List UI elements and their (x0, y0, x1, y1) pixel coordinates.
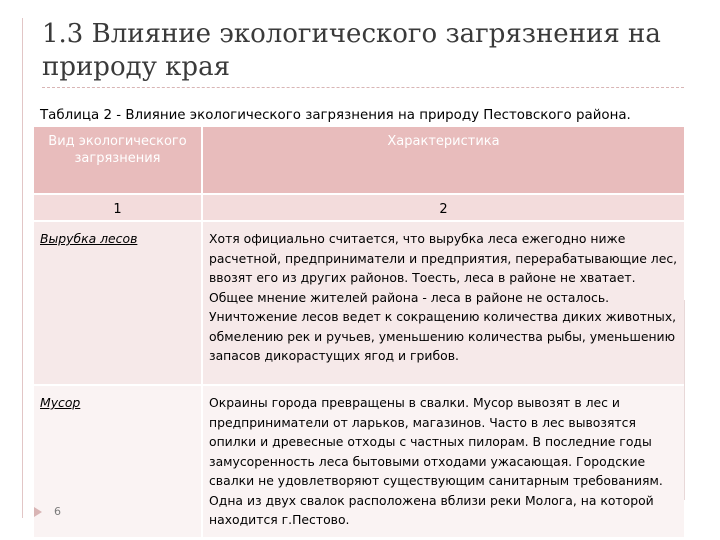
page-number: 6 (54, 505, 61, 518)
title-divider (42, 87, 684, 88)
slide-title-line2: природу края (42, 52, 230, 82)
column-number-1: 1 (34, 194, 202, 221)
slide-title (42, 18, 682, 84)
row-characteristic-text: Хотя официально считается, что вырубка леса ежегодно ниже расчетной, предприниматели и предприятия, перерабатывающие лес, ввозят его из других районов. Тоесть, леса в районе не хватает. Общее мнение жителей района - леса в районе не осталось. Уничтожение лесов ведет к сокращению количества диких животных, обмелению рек и ручьев, уменьшению количества рыбы, уменьшению запасов дикорастущих ягод и грибов. (202, 221, 684, 385)
table-header-row (34, 127, 684, 194)
slide-footer (34, 505, 61, 518)
row-pollution-name: Мусор (34, 385, 202, 537)
slide-frame-left (22, 18, 23, 518)
bullet-triangle-icon (34, 507, 42, 517)
row-characteristic-text: Окраины города превращены в свалки. Мусор вывозят в лес и предприниматели от ларьков, магазинов. Часто в лес вывозятся опилки и древесные отходы с частных пилорам. В последние годы замусоренность леса бытовыми отходами ужасающая. Городские свалки не удовлетворяют существующим санитарным требованиям. Одна из двух свалок расположена вблизи реки Молога, на которой находится г.Пестово. (202, 385, 684, 537)
table-row (34, 221, 684, 385)
header-characteristic: Характеристика (202, 127, 684, 194)
slide-frame-right (684, 300, 685, 500)
column-number-2: 2 (202, 194, 684, 221)
column-number-row (34, 194, 684, 221)
pollution-table (34, 127, 684, 537)
table-row (34, 385, 684, 537)
slide-title-line1: 1.3 Влияние экологического загрязнения на (42, 19, 661, 49)
header-pollution-type: Вид экологического загрязнения (34, 127, 202, 194)
table-caption: Таблица 2 - Влияние экологического загрязнения на природу Пестовского района. (40, 108, 631, 123)
row-pollution-name: Вырубка лесов (34, 221, 202, 385)
